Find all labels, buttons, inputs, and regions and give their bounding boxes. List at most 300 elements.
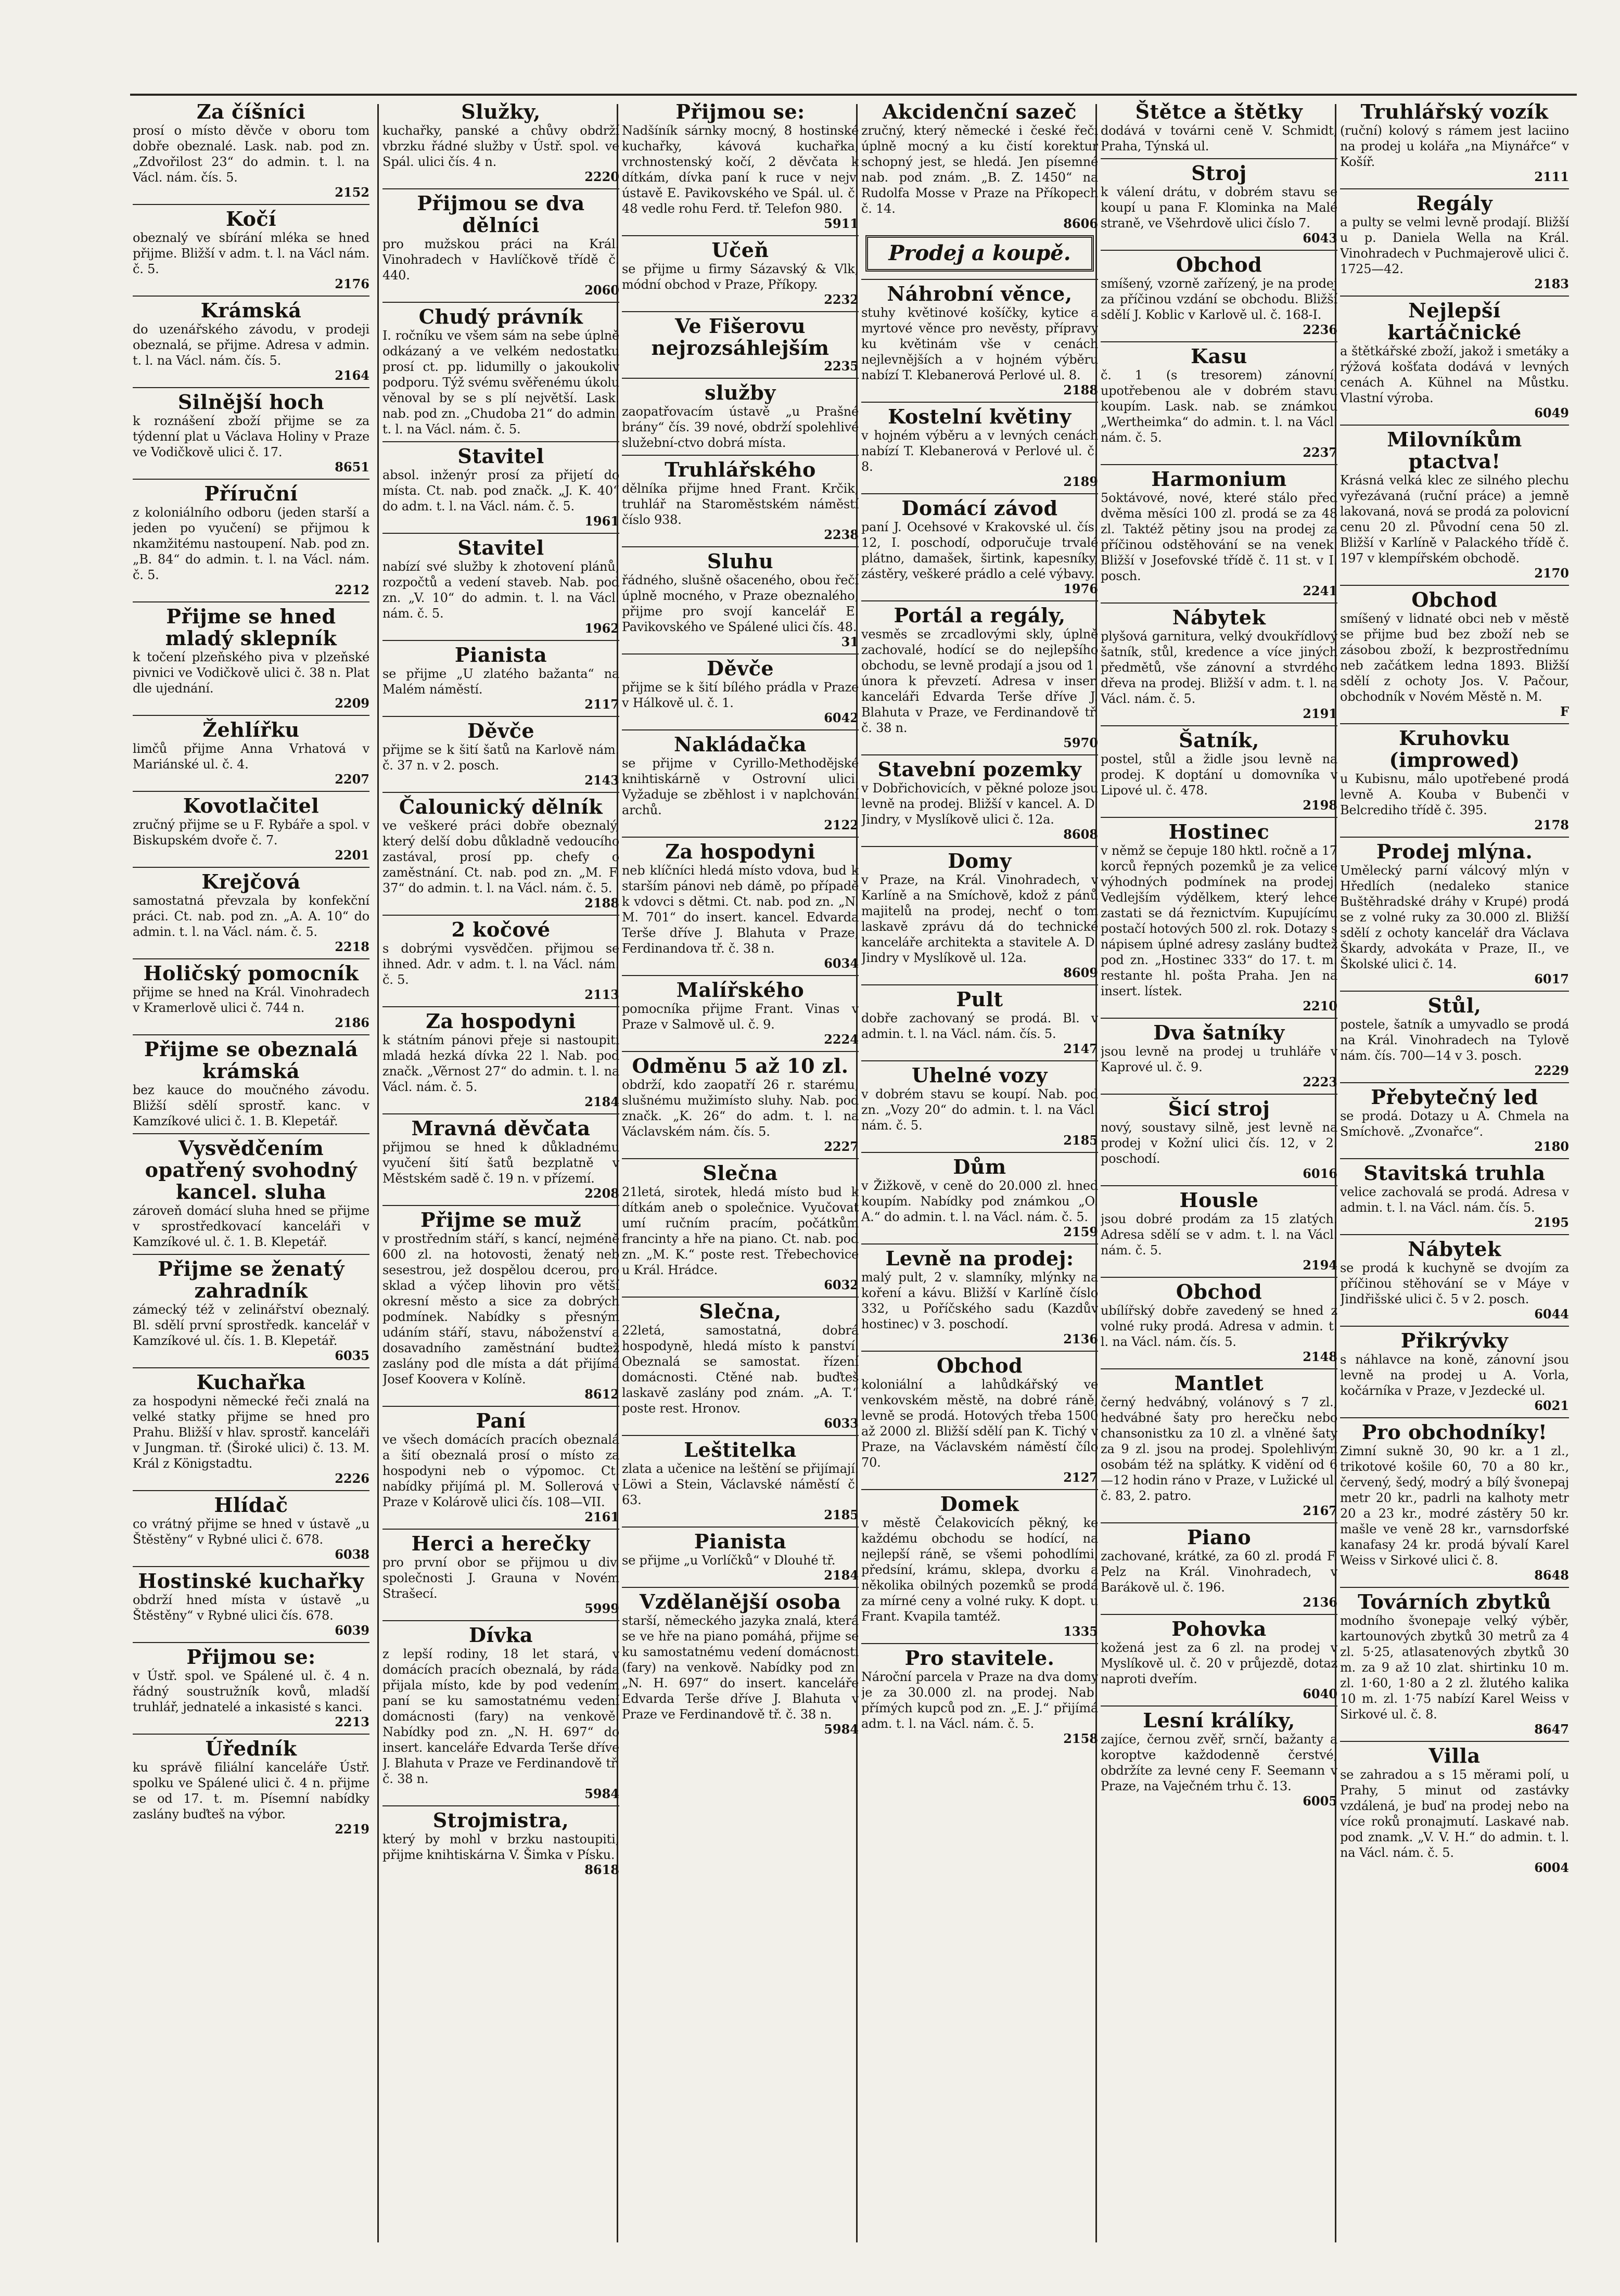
ad-column (1340, 99, 1569, 2248)
ad-reference-number: 1961 (584, 514, 619, 529)
ad-heading: Krámská (200, 299, 302, 322)
ad-divider (861, 1489, 1098, 1490)
ad-heading: Děvče (467, 719, 535, 742)
classified-ad (622, 378, 859, 451)
ad-divider (133, 1566, 369, 1567)
ad-reference-number: 2136 (1303, 1595, 1337, 1610)
ad-reference-number: 2218 (335, 939, 369, 954)
ad-heading: Slečna (703, 1161, 778, 1185)
ad-reference-number: 2127 (1063, 1470, 1098, 1485)
classified-ad (861, 1489, 1098, 1639)
ad-text: ubílířský dobře zavedený se hned z volné ruky prodá. Adresa v admin. t. l. na Václ. nám. čís. 5. (1101, 1303, 1337, 1349)
ad-heading: Harmonium (1151, 467, 1287, 491)
ad-reference-number: 8651 (335, 459, 369, 474)
ad-divider (133, 601, 369, 602)
ad-reference-number: 6042 (824, 710, 859, 725)
classified-ad (1340, 425, 1569, 581)
ad-divider (861, 1643, 1098, 1644)
ad-divider (133, 387, 369, 388)
classified-ad (622, 101, 859, 231)
ad-heading: Regály (1416, 191, 1493, 215)
classified-ad (1101, 1277, 1337, 1364)
classified-ad (861, 1643, 1098, 1746)
ad-text: kuchařky, panské a chůvy obdrží vbrzku řádné služby v Ústř. spol. ve Spál. ulici čís. 4 n. (382, 123, 619, 169)
ad-heading: Pro stavitele. (904, 1646, 1055, 1670)
ad-heading: Krejčová (201, 870, 301, 893)
ad-text: kožená jest za 6 zl. na prodej v Myslíkově ul. č. 20 v průjezdě, dotaz naproti dveřím. (1101, 1640, 1337, 1686)
ad-text: zaopatřovacím ústavě „u Prašné brány“ čís. 39 nové, obdrží spolehlivé služební-ctvo dobrá místa. (622, 404, 859, 450)
classified-ad (133, 1566, 369, 1638)
ad-heading: Prodej mlýna. (1376, 840, 1533, 863)
ad-divider (133, 1490, 369, 1491)
ad-text: obdrží hned místa v ústavě „u Štěstěny“ v Rybné ulici čís. 678. (133, 1593, 369, 1623)
classified-ad (861, 279, 1098, 397)
ad-text: ve všech domácích pracích obeznalá a šití obeznalá prosí o místo za hospodyni neb o výpomoc. Ct. nabídky přijímá pl. M. Sollerová v Praze v Kolárově ulici čís. 108—VII. (382, 1432, 619, 1509)
ad-heading: Stavitel (457, 536, 544, 559)
ad-heading: Obchod (1176, 253, 1262, 276)
ad-reference-number: 6034 (824, 956, 859, 971)
ad-heading: Ve Fišerovu nejrozsáhlejším (651, 314, 830, 360)
ad-divider (133, 296, 369, 297)
classified-ad (382, 716, 619, 788)
ad-heading: Truhlářského (665, 458, 816, 481)
ad-heading: Nakládačka (673, 733, 807, 756)
ad-text: dodává v továrni ceně V. Schmidt, Praha, Týnská ul. (1101, 123, 1337, 153)
ad-divider (1340, 723, 1569, 724)
ad-heading: Nejlepší kartáčnické (1387, 299, 1522, 344)
ad-heading: Náhrobní věnce, (887, 282, 1073, 305)
ad-divider (1101, 602, 1337, 604)
ad-text: zároveň domácí sluha hned se přijme v sprostředkovací kanceláři v Kamzíkové ul. č. 1. B. Klepetář. (133, 1203, 369, 1249)
ad-text: se přijme u firmy Sázavský & Vlk, módní obchod v Praze, Příkopy. (622, 262, 859, 292)
ad-text: přijme se k šití bílého prádla v Praze v Hálkově ul. č. 1. (622, 680, 859, 710)
ad-reference-number: 31 (841, 634, 859, 649)
classified-ad (382, 1805, 619, 1877)
ad-heading: Kostelní květiny (888, 405, 1072, 428)
ad-divider (622, 378, 859, 379)
ad-divider (1340, 1587, 1569, 1588)
ad-heading: Přijmou se dva dělníci (417, 191, 585, 237)
ad-reference-number: 2232 (824, 292, 859, 307)
ad-reference-number: 2236 (1303, 322, 1337, 337)
ad-heading: Kočí (225, 207, 277, 230)
ad-reference-number: 2195 (1534, 1215, 1569, 1230)
ad-reference-number: 6004 (1534, 1860, 1569, 1875)
ad-reference-number: 8612 (584, 1387, 619, 1402)
ad-reference-number: 2238 (824, 527, 859, 542)
ad-reference-number: 2167 (1303, 1503, 1337, 1518)
ad-heading: Přijme se hned mladý sklepník (165, 605, 337, 650)
ad-text: č. 1 (s tresorem) zánovní, upotřebenou ale v dobrém stavu koupím. Lask. nab. se známkou „Wertheimka“ do admin. t. l. na Václ. nám. č. 5. (1101, 368, 1337, 445)
ad-divider (622, 1587, 859, 1588)
ad-reference-number: 2122 (824, 817, 859, 832)
classified-ad (622, 1527, 859, 1583)
ad-divider (622, 1435, 859, 1436)
ad-text: neb klíčníci hledá místo vdova, bud k starším pánovi neb dámě, po případě k vdovci s dětmi. Ct. nab. pod zn. „N. M. 701“ do insert. kancel. Edvarda Terše dříve J. Blahuta v Praze, Ferdinandova tř. č. 38 n. (622, 863, 859, 956)
classified-ad (133, 479, 369, 597)
ad-divider (1101, 725, 1337, 726)
ad-heading: Obchod (1176, 1280, 1262, 1303)
ad-column (622, 99, 859, 2248)
classified-ad (133, 867, 369, 954)
ad-divider (861, 984, 1098, 985)
ad-reference-number: 2152 (335, 185, 369, 200)
ad-divider (382, 441, 619, 442)
ad-reference-number: 8648 (1534, 1568, 1569, 1583)
ad-heading: Portál a regály, (894, 604, 1066, 627)
ad-divider (382, 533, 619, 534)
ad-reference-number: 2227 (824, 1139, 859, 1154)
classified-ad (1340, 585, 1569, 719)
classified-ad (1101, 158, 1337, 246)
classified-ad (1101, 602, 1337, 721)
ad-heading: Domy (948, 849, 1012, 873)
ad-text: paní J. Ocehsové v Krakovské ul. čís. 12, I. poschodí, odporučuje trvalé plátno, damašek, širtink, kapesníky, zástěry, veškeré prádlo a celé výbavy. (861, 520, 1098, 581)
ad-heading: Obchod (1411, 588, 1498, 611)
classified-ad (1340, 1326, 1569, 1413)
ad-text: obdrží, kdo zaopatří 26 r. starému, slušnému mužimísto sluhy. Nab. pod značk. „K. 26“ do adm. t. l. na Václavském nám. čís. 5. (622, 1078, 859, 1139)
ad-divider (622, 1297, 859, 1298)
ad-divider (861, 754, 1098, 755)
ad-text: absol. inženýr prosí za přijetí do místa. Ct. nab. pod značk. „J. K. 40“ do adm. t. l. na Václ. nám. č. 5. (382, 468, 619, 514)
ad-text: k válení drátu, v dobrém stavu se koupí u pana F. Klominka na Malé straně, ve Všehrdově ulici číslo 7. (1101, 185, 1337, 230)
ad-divider (133, 1367, 369, 1368)
ad-reference-number: 2117 (584, 697, 619, 712)
ad-heading: Domácí závod (901, 496, 1058, 520)
ad-divider (382, 1406, 619, 1407)
ad-divider (382, 1529, 619, 1530)
ad-heading: Za hospodyni (665, 840, 815, 863)
ad-reference-number: 8618 (584, 1862, 619, 1877)
ad-heading: Přikrývky (1400, 1329, 1509, 1352)
ad-reference-number: 2159 (1063, 1224, 1098, 1239)
ad-reference-number: 2060 (584, 283, 619, 298)
classified-ad (1340, 296, 1569, 420)
ad-divider (861, 493, 1098, 494)
ad-text: pro první obor se přijmou u div. společnosti J. Grauna v Novém Strašecí. (382, 1555, 619, 1601)
top-rule (130, 94, 1577, 96)
ad-heading: Malířského (676, 978, 805, 1002)
ad-text: co vrátný přijme se hned v ústavě „u Štěstěny“ v Rybné ulici č. 678. (133, 1517, 369, 1547)
ad-divider (861, 279, 1098, 280)
ad-text: jsou dobré prodám za 15 zlatých. Adresa sdělí se v adm. t. l. na Václ. nám. č. 5. (1101, 1212, 1337, 1258)
ad-reference-number: 2111 (1534, 169, 1569, 184)
ad-divider (861, 1152, 1098, 1153)
classified-ad (382, 533, 619, 636)
classified-ad (1101, 341, 1337, 460)
ad-reference-number: 5970 (1063, 735, 1098, 750)
ad-reference-number: 5911 (824, 216, 859, 231)
ad-heading: Přijmou se: (186, 1645, 316, 1669)
ad-reference-number: 8608 (1063, 827, 1098, 842)
ad-text: ku správě filiální kanceláře Ústř. spolku ve Spálené ulici č. 4 n. přijme se od 17. t. m. Písemní nabídky zaslány buďteš na výbor. (133, 1760, 369, 1822)
ad-divider (1340, 837, 1569, 838)
ad-heading: Paní (476, 1409, 526, 1432)
ad-text: Nadšíník sárnky mocný, 8 hostinské kuchařky, kávová kuchařka, vrchnostenský kočí, 2 děvčata k dítkám, dívka paní k ruce v nejv. ústavě E. Pavikovského ve Spál. ul. č. 48 vedle rohu Ferd. tř. Telefon 980. (622, 123, 859, 216)
classified-ad (1340, 188, 1569, 291)
classified-ad (1101, 817, 1337, 1014)
ad-divider (382, 640, 619, 641)
ad-heading: Služky, (461, 100, 541, 123)
ad-divider (1101, 1185, 1337, 1186)
classified-ad (382, 1620, 619, 1801)
ad-text: a štětkářské zboží, jakož i smetáky a rýžová košťata dodává v levných cenách A. Kühnel na Můstku. Vlastní výroba. (1340, 344, 1569, 405)
ad-reference-number: 2212 (335, 582, 369, 597)
ad-text: postel, stůl a židle jsou levně na prodej. K doptání u domovníka v Lipové ul. č. 478. (1101, 752, 1337, 798)
ad-divider (622, 837, 859, 838)
ad-heading: Stavební pozemky (877, 758, 1082, 781)
ad-divider (1340, 585, 1569, 586)
ad-divider (622, 1051, 859, 1052)
ad-heading: Mravná děvčata (411, 1117, 591, 1140)
ad-heading: Vysvědčením opatřený svohodný kancel. sluha (145, 1136, 358, 1203)
ad-heading: Kuchařka (196, 1370, 306, 1394)
ad-text: limčů přijme Anna Vrhatová v Mariánské ul. č. 4. (133, 741, 369, 772)
ad-text: bez kauce do moučného závodu. Bližší sdělí sprostř. kanc. v Kamzíkové ulici č. 1. B. Klepetář. (133, 1083, 369, 1128)
classified-ad (861, 1152, 1098, 1239)
ad-text: zámecký též v zelinářství obeznalý. Bl. sdělí první sprostředk. kancelář v Kamzíkové ul. čís. 1. B. Klepetář. (133, 1302, 369, 1348)
ad-divider (622, 1158, 859, 1159)
classified-ad (1101, 1614, 1337, 1701)
ad-reference-number: 2209 (335, 696, 369, 711)
classified-ad (1101, 1185, 1337, 1273)
classified-ad (133, 1642, 369, 1729)
ad-divider (1101, 1277, 1337, 1278)
classified-ad (382, 640, 619, 712)
ad-divider (622, 1527, 859, 1528)
ad-heading: služby (705, 381, 776, 404)
ad-heading: Pianista (694, 1530, 787, 1553)
ad-divider (133, 1734, 369, 1735)
ad-text: ve veškeré práci dobře obeznalý, který delší dobu důkladně vedoucího zastával, prosí pp. chefy o zaměstnání. Ct. nab. pod zn. „M. F. 37“ do admin. t. l. na Václ. nám. č. 5. (382, 818, 619, 895)
classified-ad (861, 402, 1098, 489)
classified-ad (622, 1297, 859, 1431)
ad-reference-number: 6032 (824, 1277, 859, 1292)
ad-heading: Domek (940, 1492, 1019, 1516)
ad-divider (1340, 425, 1569, 426)
ad-reference-number: 2223 (1303, 1074, 1337, 1089)
ad-reference-number: 2185 (824, 1507, 859, 1522)
ad-divider (622, 311, 859, 312)
ad-divider (622, 653, 859, 655)
ad-heading: Děvče (706, 657, 774, 680)
ad-column (861, 99, 1098, 2248)
ad-text: v němž se čepuje 180 hktl. ročně a 17 korců řepných pozemků je za velice výhodných podmínek na prodej. Vedlejším výdělkem, který lehce zastati se dá řeznictvím. Kupujícímu postačí hotových 500 zl. rok. Dotazy s nápisem úplné adresy zaslány budtež pod zn. „Hostinec 333“ do 17. t. m. restante hl. pošta Praha. Jen na insert. lístek. (1101, 843, 1337, 998)
ad-reference-number: 2191 (1303, 706, 1337, 721)
ad-reference-number: 8647 (1534, 1722, 1569, 1737)
ad-text: (ruční) kolový s rámem jest laciino na prodej u kolářa „na Miynářce“ v Košíř. (1340, 123, 1569, 169)
ad-divider (1101, 1522, 1337, 1523)
ad-text: Krásná velká klec ze silného plechu vyřezávaná (ruční práce) a jemně lakovaná, nová se prodá za polovicní cenu 20 zl. Původní cena 50 zl. Bližší v Karlíně v Palackého třídě č. 197 v klempířském obchodě. (1340, 473, 1569, 566)
ad-text: modního švonepaje velký výběr, kartounových zbytků 30 metrů za 4 zl. 5·25, atlasatenových zbytků 30 m. za 9 až 10 zlat. shirtinku 10 m. zl. 1·60, 1·80 a 2 zl. žlutého kalika 10 m. zl. 1·75 nabízí Karel Weiss v Sirkové ul. č. 8. (1340, 1613, 1569, 1722)
ad-divider (382, 302, 619, 303)
ad-text: v prostředním stáří, s kancí, nejméně 600 zl. na hotovosti, ženatý neb sesestrou, jež dospělou dcerou, pro sklad a výčep lihovin pro větší okresní město a sice za dobrých podmínek. Nabídky s přesným udáním stáří, stavu, náboženství a dosavadního zaměstnání budtež zaslány pod dle místa a dát přijímá Josef Koovera v Kolíně. (382, 1232, 619, 1387)
classified-ad (133, 791, 369, 863)
classified-ad (382, 302, 619, 437)
ad-reference-number: 2201 (335, 848, 369, 863)
ad-text: se přijme „U zlatého bažanta“ na Malém náměstí. (382, 666, 619, 697)
ad-divider (382, 1805, 619, 1806)
ad-reference-number: 6043 (1303, 230, 1337, 246)
classified-ad (382, 1113, 619, 1201)
ad-text: velice zachovalá se prodá. Adresa v admin. t. l. na Václ. nám. čís. 5. (1340, 1185, 1569, 1215)
ad-reference-number: 2226 (335, 1471, 369, 1486)
ad-heading: Pohovka (1171, 1617, 1267, 1640)
classified-ad (1101, 250, 1337, 337)
ad-reference-number: 2189 (1063, 474, 1098, 489)
ad-heading: Stroj (1191, 161, 1247, 185)
ad-reference-number: 8606 (1063, 216, 1098, 231)
ad-text: malý pult, 2 v. slamníky, mlýnky na koření a kávu. Bližší v Karlíně číslo 332, u Poříčského sadu (Kazdův hostinec) v 3. poschodí. (861, 1270, 1098, 1331)
classified-ad (382, 915, 619, 1002)
ad-reference-number: 2184 (584, 1094, 619, 1109)
classified-ad (133, 1254, 369, 1363)
ad-divider (1340, 1417, 1569, 1418)
ad-heading: Stůl, (1427, 994, 1482, 1017)
ad-reference-number: 2147 (1063, 1041, 1098, 1056)
ad-reference-number: 2185 (1063, 1133, 1098, 1148)
ad-text: který by mohl v brzku nastoupiti, přijme knihtiskárna V. Šimka v Písku. (382, 1832, 619, 1862)
ad-text: se prodá. Dotazy u A. Chmela na Smíchově. „Zvonařce“. (1340, 1109, 1569, 1139)
ad-reference-number: 6017 (1534, 971, 1569, 986)
ad-text: z lepší rodiny, 18 let stará, v domácích pracích obeznalá, by ráda přijala místo, kde by pod vedením paní se ku samostatnému vedení domácnosti (fary) na venkově. Nabídky pod zn. „N. H. 697“ do insert. kanceláře Edvarda Terše dříve J. Blahuta v Praze ve Ferdinandově tř. č. 38 n. (382, 1647, 619, 1786)
ad-text: smíšený v lidnaté obci neb v městě se přijme bud bez zboží neb se zásobou zboží, k bezprostřednímu neb začátkem ledna 1893. Bližší sdělí z ochoty Jos. V. Pačour, obchodník v Novém Městě n. M. (1340, 611, 1569, 704)
classified-ad (133, 715, 369, 787)
ad-text: Nároční parcela v Praze na dva domy je za 30.000 zl. na prodej. Nab. přímých kupců pod zn. „E. J.“ přijímá adm. t. l. na Václ. nám. č. 5. (861, 1670, 1098, 1731)
classified-ad (1340, 1587, 1569, 1737)
ad-reference-number: 6035 (335, 1348, 369, 1363)
ad-divider (861, 1243, 1098, 1245)
ad-text: plyšová garnitura, velký dvoukřídlový šatník, stůl, kredence a více jiných předmětů, vše zánovní a stvrdého dřeva na prodej. Bližší v adm. t. l. na Václ. nám. č. 5. (1101, 629, 1337, 706)
ad-text: černý hedvábný, volánový s 7 zl., hedvábné šaty pro herečku nebo chansonistku za 10 zl. a vlněné šaty za 9 zl. jsou na prodej. Spolehlivým osobám též na splátky. K vidění od 6—12 hodin ráno v Praze, v Lužické ul. č. 83, 2. patro. (1101, 1395, 1337, 1503)
ad-text: se přijme v Cyrillo-Methodějské knihtiskárně v Ostrovní ulici. Vyžaduje se zběhlost i v naplchování archů. (622, 756, 859, 817)
ad-heading: Dívka (469, 1623, 533, 1647)
ad-heading: Leštitelka (684, 1438, 797, 1461)
ad-reference-number: 5984 (824, 1722, 859, 1737)
ad-column (1101, 99, 1337, 2248)
ad-heading: Za hospodyni (426, 1009, 576, 1033)
ad-text: zručný přijme se u F. Rybáře a spol. v Biskupském dvoře č. 7. (133, 817, 369, 848)
ad-divider (1101, 341, 1337, 342)
ad-divider (622, 235, 859, 236)
ad-text: samostatná převzala by konfekční práci. Ct. nab. pod zn. „A. A. 10“ do admin. t. l. na Václ. nám. č. 5. (133, 893, 369, 939)
ad-reference-number: 6040 (1303, 1686, 1337, 1701)
ad-heading: Přijme se ženatý zahradník (158, 1257, 345, 1302)
ad-heading: Herci a herečky (411, 1532, 591, 1555)
ad-heading: Piano (1187, 1525, 1252, 1549)
ad-heading: Odměnu 5 až 10 zl. (632, 1054, 849, 1078)
ad-heading: Silnější hoch (177, 390, 325, 414)
ad-text: postele, šatník a umyvadlo se prodá na Král. Vinohradech na Tylově nám. čís. 700—14 v 3. posch. (1340, 1017, 1569, 1063)
classified-ad (861, 600, 1098, 750)
ad-reference-number: 5984 (584, 1786, 619, 1801)
ad-text: zručný, který německé i české řeči úplně mocný a ku čistí korektur schopný jest, se hledá. Jen písemné nab. pod znám. „B. Z. 1450“ na Rudolfa Mosse v Praze na Příkopech č. 14. (861, 123, 1098, 216)
ad-reference-number: 2198 (1303, 798, 1337, 813)
ad-reference-number: 1335 (1063, 1624, 1098, 1639)
ad-text: zlata a učenice na leštění se přijímají. Löwi a Stein, Václavské náměstí č. 63. (622, 1461, 859, 1507)
ad-reference-number: 2164 (335, 368, 369, 383)
ad-divider (382, 792, 619, 793)
ad-reference-number: 2241 (1303, 583, 1337, 598)
ad-text: do uzenářského závodu, v prodeji obeznalá, se přijme. Adresa v admin. t. l. na Václ. nám. čís. 5. (133, 322, 369, 368)
ad-text: obeznalý ve sbírání mléka se hned přijme. Bližší v adm. t. l. na Václ nám. č. 5. (133, 230, 369, 276)
classified-ad (133, 1034, 369, 1129)
classified-ad (861, 101, 1098, 231)
classified-ad (382, 101, 619, 184)
section-heading-box: Prodej a koupě. (865, 235, 1094, 272)
classified-ad (1340, 1417, 1569, 1583)
ad-heading: Přijme se obeznalá krámská (144, 1037, 359, 1083)
ad-heading: Milovníkům ptactva! (1387, 428, 1522, 473)
ad-reference-number: 2158 (1063, 1731, 1098, 1746)
classified-ad (622, 837, 859, 971)
ad-heading: Kruhovku (improwed) (1389, 726, 1520, 772)
ad-reference-number: 2180 (1534, 1139, 1569, 1154)
ad-divider (1340, 296, 1569, 297)
ad-heading: Obchod (936, 1354, 1023, 1377)
ad-text: zajíce, černou zvěř, srnčí, bažanty a koroptve každodenně čerstvé, obdržíte za levné ceny F. Seemann v Praze, na Vaječném trhu č. 13. (1101, 1732, 1337, 1793)
classified-ad (622, 546, 859, 649)
ad-heading: Přebytečný led (1371, 1085, 1538, 1109)
ad-divider (1340, 1234, 1569, 1235)
classified-ad (382, 441, 619, 529)
ad-reference-number: F (1560, 704, 1569, 719)
ad-text: v Žižkově, v ceně do 20.000 zl. hned koupím. Nabídky pod známkou „O. A.“ do admin. t. l. na Václ. nám. č. 5. (861, 1178, 1098, 1224)
ad-heading: Úředník (205, 1737, 297, 1760)
ad-reference-number: 2224 (824, 1032, 859, 1047)
ad-divider (622, 975, 859, 976)
ad-text: stuhy květinové košíčky, kytice a myrtové věnce pro nevěsty, přípravy ku květinám vše v cenách nejlevnějších a v hojném výběru nabízí T. Klebanerová Perlové ul. 8. (861, 305, 1098, 382)
ad-divider (1340, 1326, 1569, 1327)
classified-ad (1101, 1705, 1337, 1808)
ad-text: pro mužskou práci na Král. Vinohradech v Havlíčkově třídě č. 440. (382, 237, 619, 283)
ad-reference-number: 2208 (584, 1186, 619, 1201)
classified-ad (382, 792, 619, 910)
ad-divider (861, 402, 1098, 403)
ad-text: nový, soustavy silně, jest levně na prodej v Kožní ulici čís. 12, v 2. poschodí. (1101, 1120, 1337, 1166)
ad-text: smíšený, vzorně zařízený, je na prodej za příčinou vzdání se obchodu. Bližší sdělí J. Koblic v Karlově ul. č. 168-I. (1101, 276, 1337, 322)
ad-reference-number: 2176 (335, 276, 369, 291)
ad-text: k státním pánovi přeje si nastoupiti mladá hezká dívka 22 l. Nab. pod značk. „Věrnost 27“ do admin. t. l. na Václ. nám. č. 5. (382, 1033, 619, 1094)
ad-divider (133, 958, 369, 959)
ad-heading: Čalounický dělník (399, 795, 603, 818)
ad-heading: Dva šatníky (1153, 1021, 1285, 1044)
ad-text: vesměs se zrcadlovými skly, úplně zachovalé, hodící se do nejlepšího obchodu, se levně prodají a jsou od 1. února k převzetí. Adresa v inser. kanceláři Edvarda Terše dříve J. Blahuta v Praze, ve Ferdinandově tř. č. 38 n. (861, 627, 1098, 735)
ad-text: zachované, krátké, za 60 zl. prodá F. Pelz na Král. Vinohradech, v Barákově ul. č. 196. (1101, 1549, 1337, 1595)
classified-ad (133, 1367, 369, 1486)
classified-ad (1101, 1094, 1337, 1181)
classified-ad (1340, 101, 1569, 184)
ad-reference-number: 6039 (335, 1623, 369, 1638)
classified-ad (861, 754, 1098, 842)
ad-text: se zahradou a s 15 měrami polí, u Prahy, 5 minut od zastávky vzdálená, je buď na prodej nebo na více roků pronajmutí. Laskavé nab. pod znamk. „V. V. H.“ do admin. t. l. na Václ. nám. č. 5. (1340, 1767, 1569, 1860)
ad-heading: Dům (953, 1155, 1006, 1178)
ad-heading: Pult (956, 987, 1003, 1011)
ad-heading: Pro obchodníky! (1361, 1420, 1548, 1444)
classified-ad (382, 1406, 619, 1524)
ad-divider (133, 1034, 369, 1035)
ad-divider (622, 729, 859, 730)
ad-text: a pulty se velmi levně prodají. Bližší u p. Daniela Wella na Král. Vinohradech v Puchmajerově ulici č. 1725—42. (1340, 215, 1569, 276)
classified-ad (133, 387, 369, 474)
ad-reference-number: 2178 (1534, 817, 1569, 832)
ad-reference-number: 6016 (1303, 1166, 1337, 1181)
ad-reference-number: 2194 (1303, 1258, 1337, 1273)
ad-heading: Housle (1179, 1188, 1259, 1212)
classified-ad (622, 1435, 859, 1522)
ad-divider (133, 867, 369, 868)
ad-reference-number: 6038 (335, 1547, 369, 1562)
